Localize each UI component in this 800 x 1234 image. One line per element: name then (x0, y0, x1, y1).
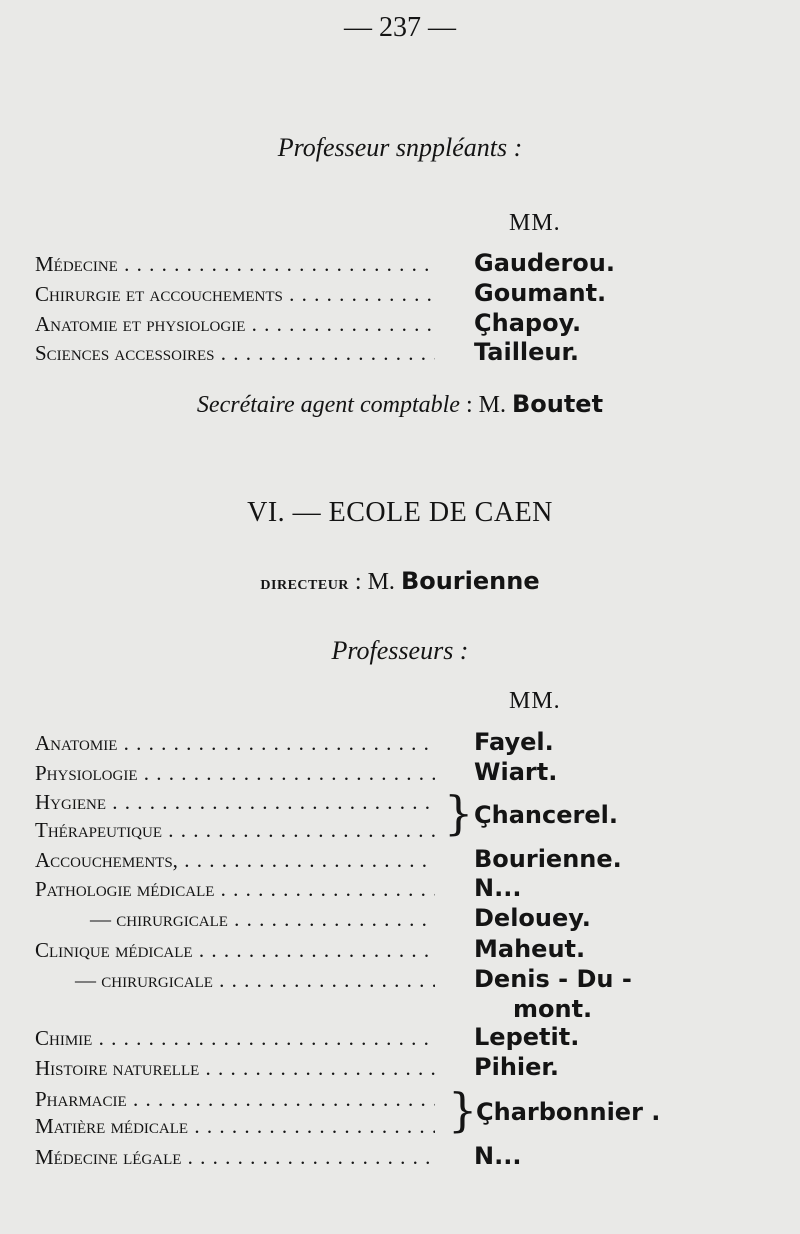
page-number: — 237 — (344, 12, 456, 43)
subject-label: Clinique médicale . . . (35, 938, 435, 963)
director-separator: : M. (348, 569, 401, 595)
brace-symbol: } (448, 1083, 478, 1137)
professor-name: Bourienne. (474, 845, 622, 873)
subject-label: Pathologie médicale . . . (35, 877, 435, 902)
professor-name: Lepetit. (474, 1023, 580, 1051)
professor-name: Fayel. (474, 728, 554, 756)
subject-label: Anatomie . . . (35, 731, 435, 756)
subject-label: Chimie . . . (35, 1026, 435, 1051)
professor-name: Tailleur. (474, 338, 580, 366)
brace-symbol: } (444, 786, 474, 840)
secretary-separator: : M. (459, 392, 512, 418)
secretary-line (0, 390, 800, 419)
subject-label: Médecine légale . . . (35, 1145, 435, 1170)
subject-label: Matière médicale . . . (35, 1114, 435, 1139)
professor-name: Maheut. (474, 935, 586, 963)
subject-label: Pharmacie . . . (35, 1087, 435, 1112)
director-name: Bourienne (400, 567, 540, 595)
subject-label: Anatomie et physiologie . . . (35, 312, 435, 337)
professor-name: Pihier. (474, 1053, 559, 1081)
professor-name: mont. (513, 995, 593, 1023)
professor-name: N... (474, 1142, 522, 1170)
secretary-name: Boutet (511, 390, 604, 418)
professor-name: Delouey. (474, 904, 591, 932)
mm-abbreviation: MM. (509, 210, 561, 236)
subject-label: Médecine . . . (35, 252, 435, 277)
professor-name: Goumant. (474, 279, 607, 307)
subject-label: Histoire naturelle . . . (35, 1056, 435, 1081)
professor-name: Çhapoy. (474, 309, 582, 337)
subject-label: Accouchements, . . . (35, 848, 435, 873)
professor-name: Denis - Du - (474, 965, 632, 993)
director-line (0, 567, 800, 596)
subject-label: Chirurgie et accouchements . . . (35, 282, 435, 307)
professor-name: Wiart. (474, 758, 558, 786)
school-title: VI. — ECOLE DE CAEN (247, 497, 553, 528)
director-title: directeur (260, 572, 349, 594)
professor-name: Çharbonnier . (476, 1098, 661, 1126)
section-heading-professors: Professeurs : (331, 636, 469, 665)
professor-name: Gauderou. (474, 249, 615, 277)
professor-name: N... (474, 874, 522, 902)
secretary-title: Secrétaire agent comptable (196, 392, 460, 418)
professor-name: Çhancerel. (474, 801, 618, 829)
subject-label: Sciences accessoires . . . (35, 341, 435, 366)
subject-label: — chirurgicale . . . (35, 907, 435, 932)
subject-label: — chirurgicale . . . (35, 968, 435, 993)
section-heading-substitutes: Professeur snppléants : (277, 133, 523, 162)
subject-label: Physiologie . . . (35, 761, 435, 786)
subject-label: Thérapeutique . . . (35, 818, 435, 843)
mm-abbreviation: MM. (509, 688, 561, 714)
subject-label: Hygiene . . . (35, 790, 435, 815)
